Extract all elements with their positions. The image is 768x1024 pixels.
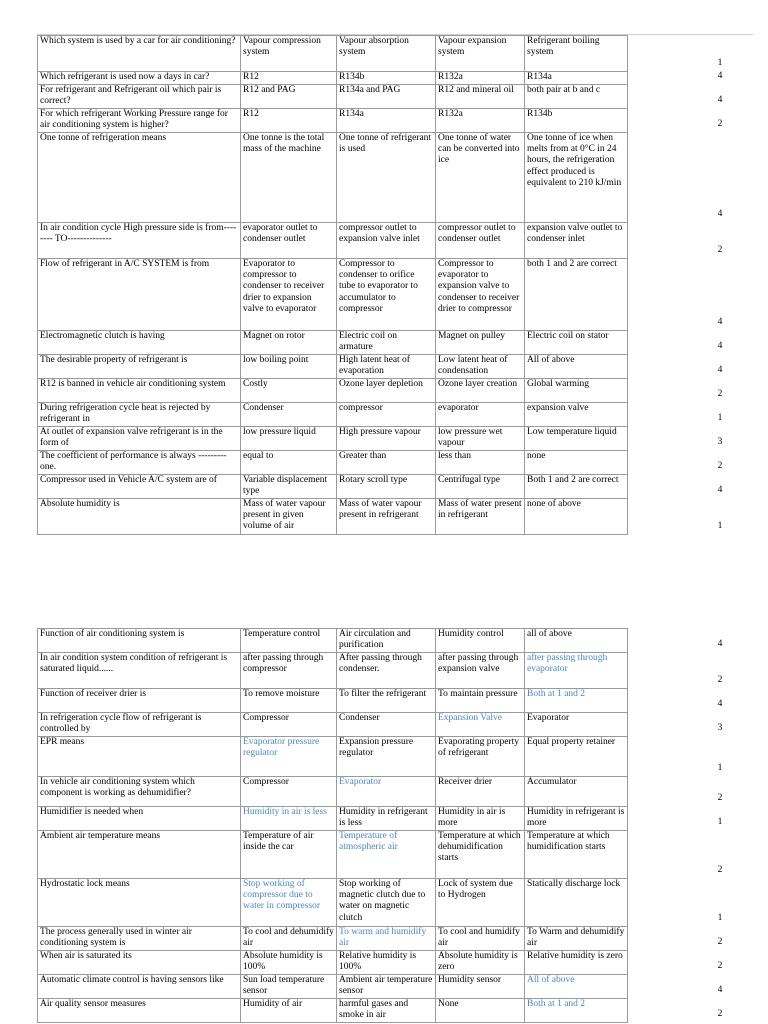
option-a-cell: Temperature of air inside the car <box>241 831 337 879</box>
option-d-cell: both pair at b and c <box>525 85 628 109</box>
option-d-cell: Evaporator <box>525 713 628 737</box>
question-row <box>38 927 628 951</box>
option-b-cell: Air circulation and purification <box>337 629 436 653</box>
question-row <box>38 85 628 109</box>
question-row <box>38 331 628 355</box>
option-a-cell: low boiling point <box>241 355 337 379</box>
answer-number: 1 <box>717 817 723 827</box>
question-row <box>38 999 628 1023</box>
option-c-cell: Centrifugal type <box>436 475 525 499</box>
question-row <box>38 109 628 133</box>
option-a-cell: Stop working of compressor due to water in compressor <box>241 879 337 927</box>
question-cell: Hydrostatic lock means <box>38 879 241 927</box>
option-a-cell: Compressor <box>241 777 337 807</box>
option-a-cell: Variable displacement type <box>241 475 337 499</box>
option-b-cell: Expansion pressure regulator <box>337 737 436 777</box>
question-row <box>38 879 628 927</box>
question-cell: Flow of refrigerant in A/C SYSTEM is from <box>38 259 241 331</box>
option-c-cell: Ozone layer creation <box>436 379 525 403</box>
question-row <box>38 653 628 689</box>
option-c-cell: R132a <box>436 109 525 133</box>
option-c-cell: One tonne of water can be converted into ice <box>436 133 525 223</box>
question-row <box>38 427 628 451</box>
answer-number: 3 <box>717 723 723 733</box>
answer-number: 2 <box>717 389 723 399</box>
option-c-cell: less than <box>436 451 525 475</box>
question-cell: Ambient air temperature means <box>38 831 241 879</box>
question-table-1 <box>37 35 628 535</box>
answer-number: 2 <box>717 119 723 129</box>
answer-number: 1 <box>717 763 723 773</box>
answer-number: 2 <box>717 865 723 875</box>
question-cell: For refrigerant and Refrigerant oil which pair is correct? <box>38 85 241 109</box>
option-a-cell: R12 and PAG <box>241 85 337 109</box>
option-d-cell: all of above <box>525 629 628 653</box>
option-c-cell: Temperature at which dehumidification starts <box>436 831 525 879</box>
question-cell: At outlet of expansion valve refrigerant is in the form of <box>38 427 241 451</box>
option-a-cell: R12 <box>241 109 337 133</box>
option-b-cell: Electric coil on armature <box>337 331 436 355</box>
option-a-cell: evaporator outlet to condenser outlet <box>241 223 337 259</box>
option-d-cell: Relative humidity is zero <box>525 951 628 975</box>
option-d-cell: Temperature at which humidification starts <box>525 831 628 879</box>
option-a-cell: Vapour compression system <box>241 36 337 72</box>
option-d-cell: One tonne of ice when melts from at 0°C in 24 hours, the refrigeration effect produced is equivalent to 210 kJ/min <box>525 133 628 223</box>
question-table-2 <box>37 628 628 1023</box>
option-b-cell: R134a <box>337 109 436 133</box>
option-a-cell: equal to <box>241 451 337 475</box>
question-row <box>38 499 628 535</box>
option-c-cell: None <box>436 999 525 1023</box>
question-row <box>38 355 628 379</box>
question-row <box>38 475 628 499</box>
option-b-cell: Evaporator <box>337 777 436 807</box>
option-c-cell: evaporator <box>436 403 525 427</box>
option-a-cell: Humidity in air is less <box>241 807 337 831</box>
option-b-cell: To warm and humidify air <box>337 927 436 951</box>
question-cell: When air is saturated its <box>38 951 241 975</box>
question-cell: Electromagnetic clutch is having <box>38 331 241 355</box>
answer-number: 4 <box>717 95 723 105</box>
option-b-cell: compressor <box>337 403 436 427</box>
option-b-cell: High pressure vapour <box>337 427 436 451</box>
option-a-cell: Evaporator pressure regulator <box>241 737 337 777</box>
question-row <box>38 713 628 737</box>
option-c-cell: Evaporating property of refrigerant <box>436 737 525 777</box>
question-cell: Air quality sensor measures <box>38 999 241 1023</box>
option-c-cell: R132a <box>436 72 525 85</box>
question-cell: Which refrigerant is used now a days in car? <box>38 72 241 85</box>
question-row <box>38 737 628 777</box>
option-d-cell: Accumulator <box>525 777 628 807</box>
option-a-cell: Magnet on rotor <box>241 331 337 355</box>
option-b-cell: Humidity in refrigerant is less <box>337 807 436 831</box>
option-b-cell: Temperature of atmospheric air <box>337 831 436 879</box>
question-row <box>38 259 628 331</box>
option-b-cell: Vapour absorption system <box>337 36 436 72</box>
question-cell: Function of air conditioning system is <box>38 629 241 653</box>
answer-number: 4 <box>717 71 723 81</box>
option-b-cell: compressor outlet to expansion valve inlet <box>337 223 436 259</box>
option-d-cell: Both at 1 and 2 <box>525 689 628 713</box>
option-b-cell: Greater than <box>337 451 436 475</box>
answer-number: 1 <box>717 58 723 68</box>
option-a-cell: after passing through compressor <box>241 653 337 689</box>
option-c-cell: To maintain pressure <box>436 689 525 713</box>
question-row <box>38 379 628 403</box>
question-cell: In air condition system condition of refrigerant is saturated liquid...... <box>38 653 241 689</box>
question-row <box>38 451 628 475</box>
option-d-cell: Both at 1 and 2 <box>525 999 628 1023</box>
question-cell: In refrigeration cycle flow of refrigerant is controlled by <box>38 713 241 737</box>
option-d-cell: To Warm and dehumidify air <box>525 927 628 951</box>
question-row <box>38 133 628 223</box>
option-c-cell: Lock of system due to Hydrogen <box>436 879 525 927</box>
answer-number: 2 <box>717 461 723 471</box>
question-row <box>38 223 628 259</box>
option-c-cell: Mass of water present in refrigerant <box>436 499 525 535</box>
answer-number: 4 <box>717 317 723 327</box>
question-row <box>38 807 628 831</box>
question-cell: Compressor used in Vehicle A/C system are of <box>38 475 241 499</box>
answer-number: 2 <box>717 961 723 971</box>
question-row <box>38 777 628 807</box>
answer-number: 4 <box>717 341 723 351</box>
option-b-cell: R134a and PAG <box>337 85 436 109</box>
question-row <box>38 629 628 653</box>
question-row <box>38 72 628 85</box>
question-cell: Which system is used by a car for air conditioning? <box>38 36 241 72</box>
option-b-cell: Condenser <box>337 713 436 737</box>
question-cell: During refrigeration cycle heat is rejected by refrigerant in <box>38 403 241 427</box>
question-cell: The coefficient of performance is always --------- one. <box>38 451 241 475</box>
answer-number: 4 <box>717 639 723 649</box>
option-c-cell: Vapour expansion system <box>436 36 525 72</box>
option-c-cell: To cool and humidify air <box>436 927 525 951</box>
option-c-cell: Absolute humidity is zero <box>436 951 525 975</box>
question-row <box>38 975 628 999</box>
option-b-cell: harmful gases and smoke in air <box>337 999 436 1023</box>
question-row <box>38 951 628 975</box>
answer-number: 4 <box>717 985 723 995</box>
question-cell: The desirable property of refrigerant is <box>38 355 241 379</box>
option-b-cell: Compressor to condenser to orifice tube to evaporator to accumulator to compressor <box>337 259 436 331</box>
question-cell: Humidifier is needed when <box>38 807 241 831</box>
option-d-cell: both 1 and 2 are correct <box>525 259 628 331</box>
option-a-cell: Mass of water vapour present in given volume of air <box>241 499 337 535</box>
answer-number: 1 <box>717 413 723 423</box>
question-cell: In air condition cycle High pressure side is from-------- TO-------------- <box>38 223 241 259</box>
question-cell: R12 is banned in vehicle air conditioning system <box>38 379 241 403</box>
question-cell: EPR means <box>38 737 241 777</box>
option-a-cell: Humidity of air <box>241 999 337 1023</box>
option-b-cell: Stop working of magnetic clutch due to water on magnetic clutch <box>337 879 436 927</box>
option-a-cell: Absolute humidity is 100% <box>241 951 337 975</box>
option-c-cell: after passing through expansion valve <box>436 653 525 689</box>
question-row <box>38 831 628 879</box>
answer-number: 1 <box>717 521 723 531</box>
question-cell: Absolute humidity is <box>38 499 241 535</box>
answer-number: 2 <box>717 937 723 947</box>
option-c-cell: Receiver drier <box>436 777 525 807</box>
option-c-cell: compressor outlet to condenser outlet <box>436 223 525 259</box>
option-c-cell: R12 and mineral oil <box>436 85 525 109</box>
option-b-cell: To filter the refrigerant <box>337 689 436 713</box>
question-cell: Automatic climate control is having sensors like <box>38 975 241 999</box>
answer-number: 3 <box>717 437 723 447</box>
option-c-cell: Low latent heat of condensation <box>436 355 525 379</box>
answer-number: 4 <box>717 699 723 709</box>
option-a-cell: Sun load temperature sensor <box>241 975 337 999</box>
question-row <box>38 36 628 72</box>
option-c-cell: Expansion Valve <box>436 713 525 737</box>
answer-number: 4 <box>717 209 723 219</box>
question-cell: For which refrigerant Working Pressure range for air conditioning system is higher? <box>38 109 241 133</box>
answer-number: 2 <box>717 1009 723 1019</box>
option-b-cell: Mass of water vapour present in refrigerant <box>337 499 436 535</box>
option-d-cell: Refrigerant boiling system <box>525 36 628 72</box>
option-d-cell: R134b <box>525 109 628 133</box>
option-d-cell: Statically discharge lock <box>525 879 628 927</box>
answer-number: 4 <box>717 365 723 375</box>
option-b-cell: One tonne of refrigerant is used <box>337 133 436 223</box>
answer-number: 2 <box>717 245 723 255</box>
answer-number: 2 <box>717 675 723 685</box>
option-c-cell: low pressure wet vapour <box>436 427 525 451</box>
question-row <box>38 689 628 713</box>
option-d-cell: All of above <box>525 355 628 379</box>
question-cell: One tonne of refrigeration means <box>38 133 241 223</box>
option-d-cell: R134a <box>525 72 628 85</box>
answer-number: 4 <box>717 485 723 495</box>
option-d-cell: none <box>525 451 628 475</box>
option-d-cell: Equal property retainer <box>525 737 628 777</box>
question-row <box>38 403 628 427</box>
option-c-cell: Compressor to evaporator to expansion valve to condenser to receiver drier to compressor <box>436 259 525 331</box>
option-a-cell: One tonne is the total mass of the machine <box>241 133 337 223</box>
option-d-cell: All of above <box>525 975 628 999</box>
option-c-cell: Humidity sensor <box>436 975 525 999</box>
answer-number: 2 <box>717 793 723 803</box>
option-b-cell: After passing through condenser. <box>337 653 436 689</box>
option-d-cell: Humidity in refrigerant is more <box>525 807 628 831</box>
option-b-cell: Ambient air temperature sensor <box>337 975 436 999</box>
option-d-cell: Low temperature liquid <box>525 427 628 451</box>
option-b-cell: Rotary scroll type <box>337 475 436 499</box>
option-a-cell: To remove moisture <box>241 689 337 713</box>
option-a-cell: low pressure liquid <box>241 427 337 451</box>
option-d-cell: none of above <box>525 499 628 535</box>
option-a-cell: Evaporator to compressor to condenser to receiver drier to expansion valve to evaporator <box>241 259 337 331</box>
option-b-cell: Relative humidity is 100% <box>337 951 436 975</box>
option-c-cell: Humidity in air is more <box>436 807 525 831</box>
question-cell: In vehicle air conditioning system which component is working as dehumidifier? <box>38 777 241 807</box>
option-b-cell: High latent heat of evaporation <box>337 355 436 379</box>
option-d-cell: expansion valve outlet to condenser inlet <box>525 223 628 259</box>
option-a-cell: Condenser <box>241 403 337 427</box>
option-d-cell: Electric coil on stator <box>525 331 628 355</box>
option-a-cell: To cool and dehumidify air <box>241 927 337 951</box>
option-d-cell: expansion valve <box>525 403 628 427</box>
option-d-cell: Both 1 and 2 are correct <box>525 475 628 499</box>
option-b-cell: R134b <box>337 72 436 85</box>
answer-number: 1 <box>717 913 723 923</box>
question-cell: The process generally used in winter air conditioning system is <box>38 927 241 951</box>
option-a-cell: Costly <box>241 379 337 403</box>
option-d-cell: Global warming <box>525 379 628 403</box>
option-a-cell: Compressor <box>241 713 337 737</box>
option-a-cell: R12 <box>241 72 337 85</box>
option-c-cell: Humidity control <box>436 629 525 653</box>
option-d-cell: after passing through evaporator <box>525 653 628 689</box>
option-a-cell: Temperature control <box>241 629 337 653</box>
option-b-cell: Ozone layer depletion <box>337 379 436 403</box>
question-cell: Function of receiver drier is <box>38 689 241 713</box>
option-c-cell: Magnet on pulley <box>436 331 525 355</box>
